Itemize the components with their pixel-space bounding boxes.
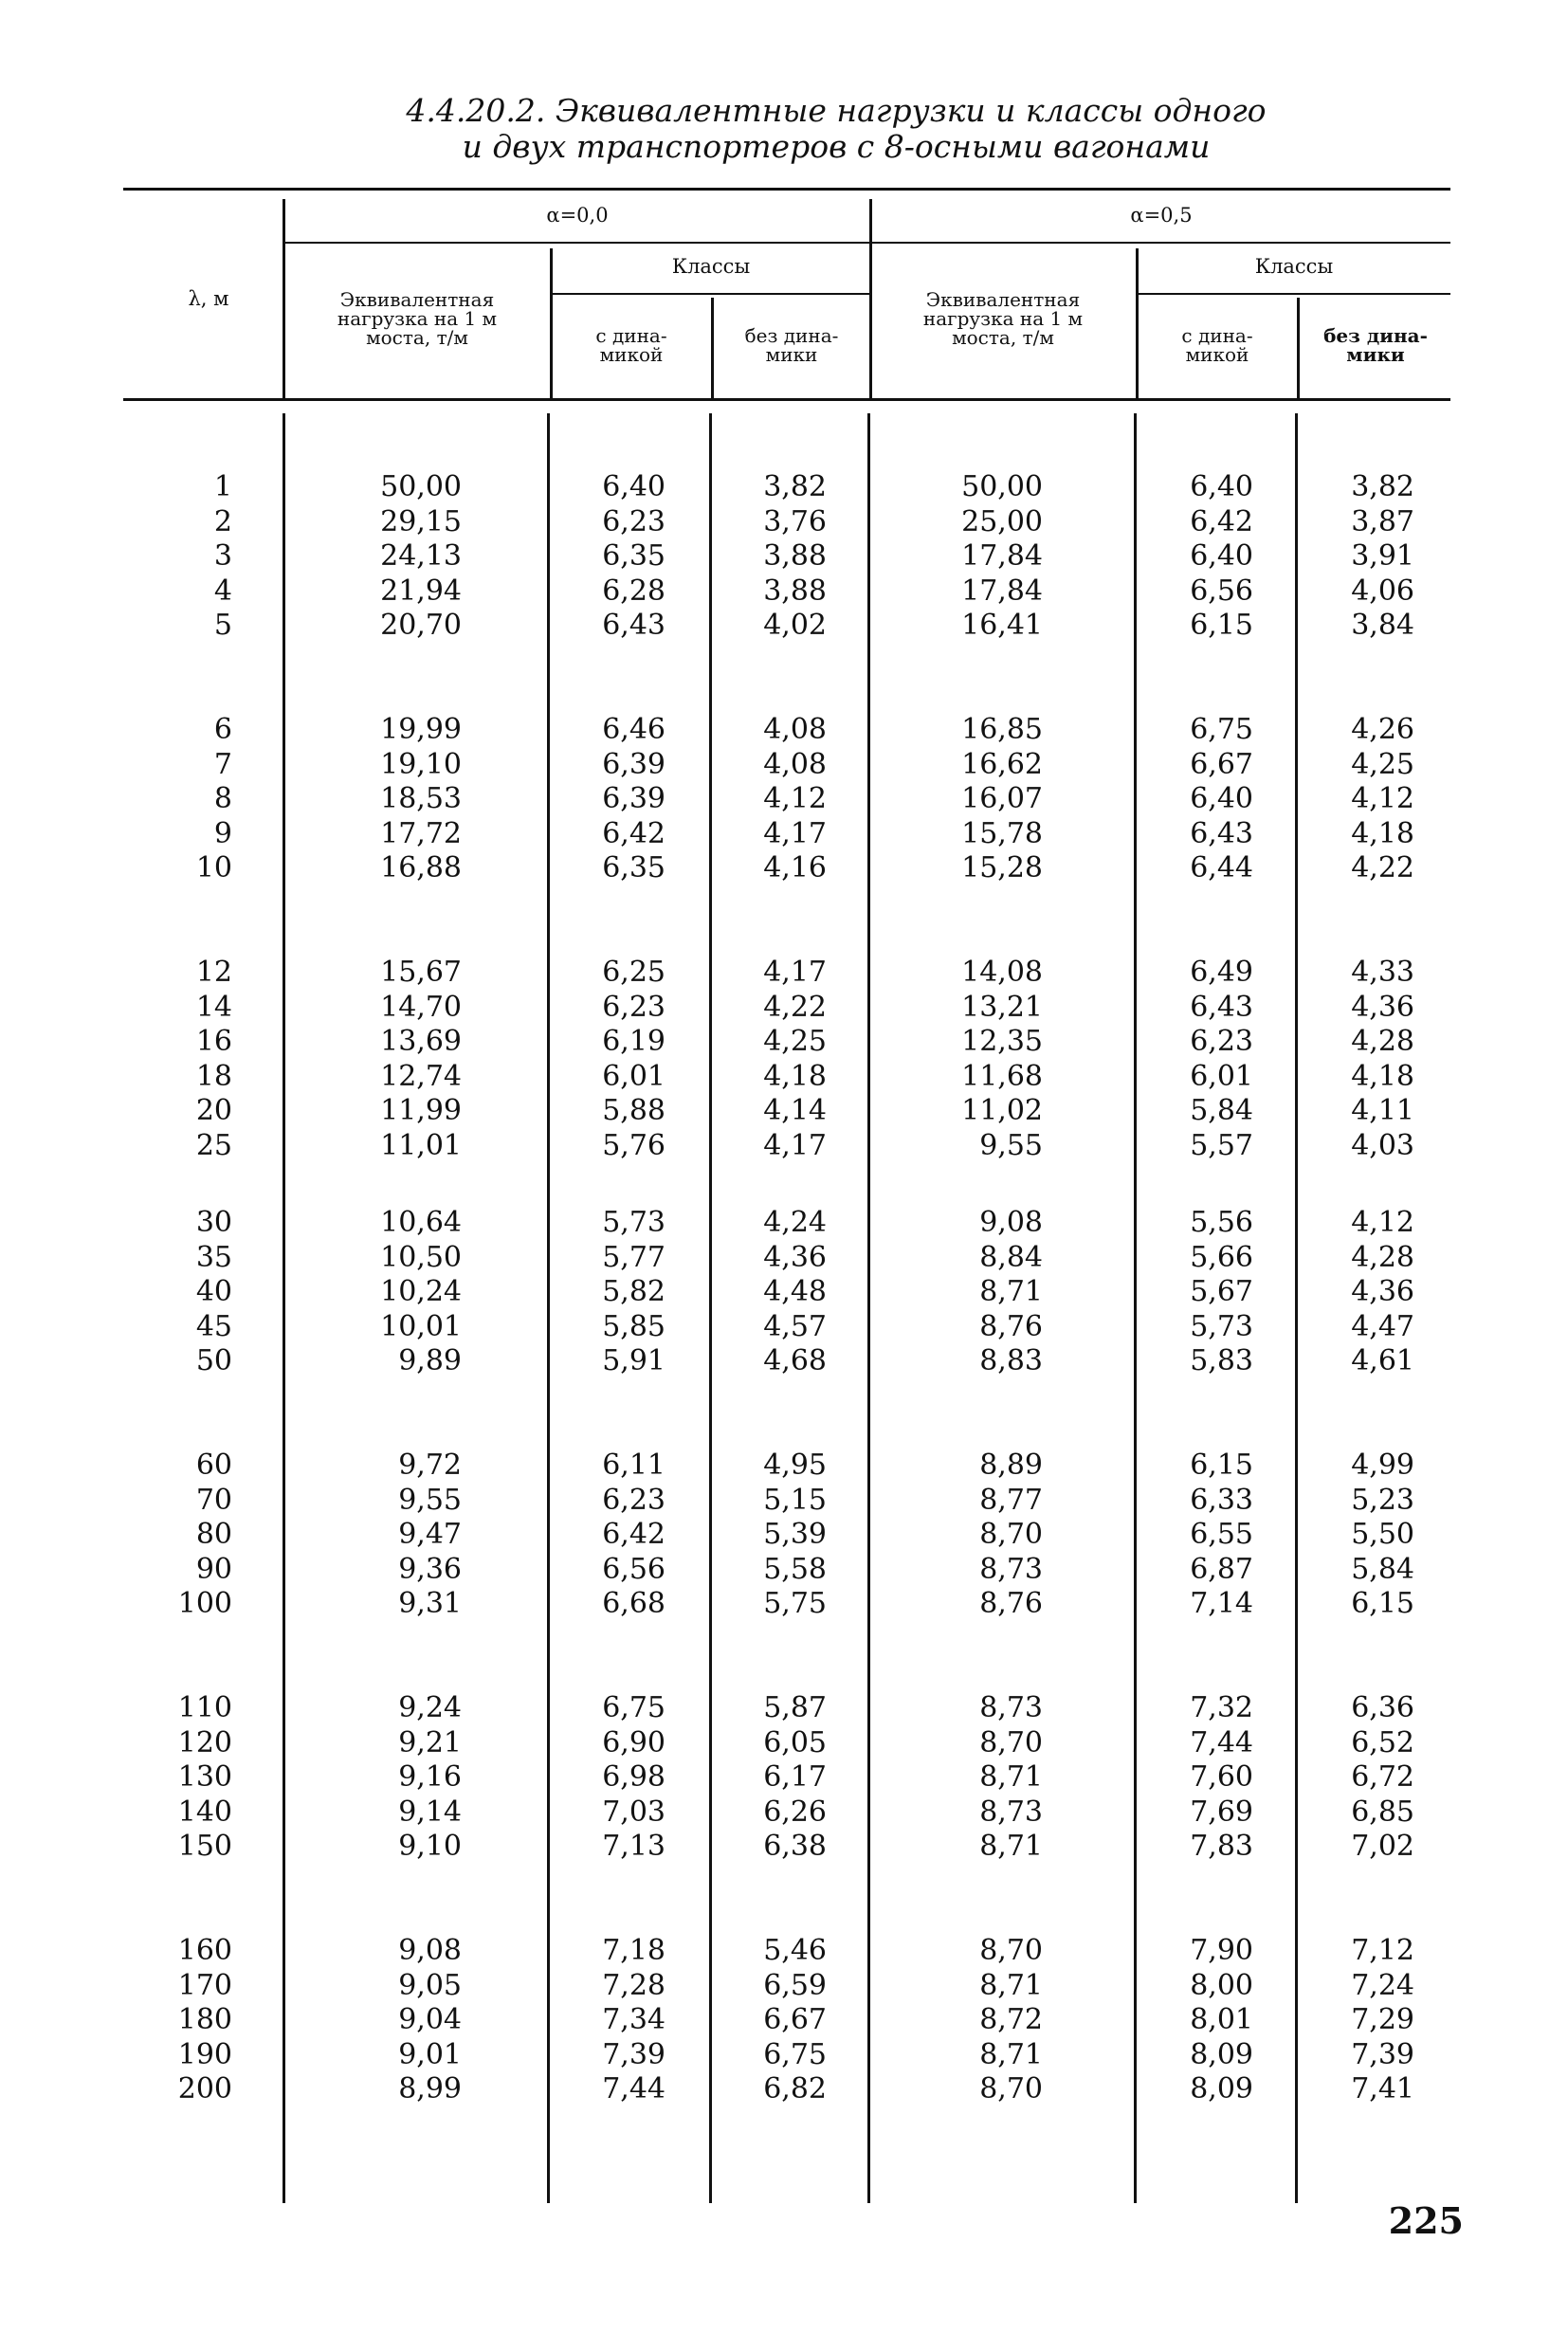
lambda-cell: 2	[213, 504, 232, 538]
dyn-a0-cell: 6,23	[602, 504, 665, 538]
dyn-a05-cell: 6,01	[1190, 1059, 1253, 1093]
alpha-rule-left	[284, 242, 870, 244]
dyn-a0-cell: 7,44	[602, 2072, 665, 2105]
lambda-cell: 190	[177, 2037, 232, 2071]
dyn-a0-cell: 6,23	[602, 990, 665, 1024]
dyn-a05-cell: 7,32	[1190, 1691, 1253, 1724]
nodyn-a0-cell: 3,76	[763, 504, 827, 538]
load-a0-cell: 9,14	[398, 1795, 462, 1829]
load-a05-cell: 8,70	[979, 1934, 1043, 1967]
load-a05-cell: 8,73	[979, 1795, 1043, 1829]
header-bottom-rule	[123, 398, 1450, 401]
nodyn-a05-cell: 3,84	[1351, 609, 1414, 642]
load-a05-cell: 8,76	[979, 1309, 1043, 1343]
dyn-a05-cell: 6,33	[1190, 1483, 1253, 1517]
lambda-cell: 7	[213, 747, 232, 781]
nodyn-a0-cell: 4,14	[763, 1094, 827, 1127]
dyn-a0-cell: 6,28	[602, 574, 665, 608]
dyn-a05-cell: 7,14	[1190, 1587, 1253, 1620]
nodyn-a0-cell: 4,95	[763, 1449, 827, 1482]
nodyn-a0-cell: 4,22	[763, 990, 827, 1024]
nodyn-a05-cell: 4,99	[1351, 1449, 1414, 1482]
nodyn-a0-cell: 3,82	[763, 470, 827, 503]
dyn-a05-cell: 5,67	[1190, 1275, 1253, 1308]
nodyn-a0-cell: 5,58	[763, 1552, 827, 1586]
nodyn-a0-cell: 4,08	[763, 713, 827, 746]
header-load-left: Эквивалентная нагрузка на 1 м моста, т/м	[337, 288, 498, 349]
nodyn-a05-cell: 5,50	[1351, 1518, 1414, 1551]
load-a0-cell: 12,74	[380, 1059, 462, 1093]
lambda-cell: 40	[195, 1275, 232, 1308]
lambda-cell: 150	[177, 1830, 232, 1863]
dyn-a0-cell: 6,01	[602, 1059, 665, 1093]
dyn-a0-cell: 6,23	[602, 1483, 665, 1517]
dyn-a0-cell: 7,18	[602, 1934, 665, 1967]
dyn-a05-cell: 7,90	[1190, 1934, 1253, 1967]
dyn-a0-cell: 5,82	[602, 1275, 665, 1308]
load-a0-cell: 19,99	[380, 713, 462, 746]
load-a0-cell: 9,72	[398, 1449, 462, 1482]
load-a05-cell: 16,62	[961, 747, 1043, 781]
dyn-a05-cell: 6,23	[1190, 1025, 1253, 1058]
dyn-a0-cell: 6,43	[602, 609, 665, 642]
header-classes-right: Классы	[1254, 255, 1334, 278]
dyn-a05-cell: 6,43	[1190, 816, 1253, 850]
load-a05-cell: 11,68	[961, 1059, 1043, 1093]
dyn-a05-cell: 8,09	[1190, 2072, 1253, 2105]
lambda-cell: 1	[213, 470, 232, 503]
header-vline-6	[1297, 298, 1300, 398]
load-a05-cell: 11,02	[961, 1094, 1043, 1127]
lambda-cell: 130	[177, 1760, 232, 1794]
load-a0-cell: 9,31	[398, 1587, 462, 1620]
load-a0-cell: 10,50	[380, 1240, 462, 1274]
load-a0-cell: 10,01	[380, 1309, 462, 1343]
lambda-cell: 3	[213, 539, 232, 573]
lambda-cell: 120	[177, 1725, 232, 1759]
load-a05-cell: 14,08	[961, 956, 1043, 989]
header-lambda: λ, м	[188, 287, 229, 310]
lambda-cell: 5	[213, 609, 232, 642]
nodyn-a05-cell: 7,12	[1351, 1934, 1414, 1967]
nodyn-a05-cell: 4,33	[1351, 956, 1414, 989]
dyn-a05-cell: 8,00	[1190, 1968, 1253, 2002]
top-rule	[123, 188, 1450, 191]
dyn-a05-cell: 6,15	[1190, 609, 1253, 642]
dyn-a0-cell: 6,46	[602, 713, 665, 746]
dyn-a0-cell: 6,39	[602, 747, 665, 781]
load-a05-cell: 8,83	[979, 1344, 1043, 1377]
dyn-a0-cell: 7,34	[602, 2003, 665, 2036]
nodyn-a05-cell: 5,23	[1351, 1483, 1414, 1517]
nodyn-a0-cell: 6,26	[763, 1795, 827, 1829]
lambda-cell: 30	[195, 1206, 232, 1239]
load-a05-cell: 8,73	[979, 1691, 1043, 1724]
dyn-a0-cell: 6,35	[602, 851, 665, 884]
dyn-a05-cell: 7,69	[1190, 1795, 1253, 1829]
dyn-a05-cell: 7,44	[1190, 1725, 1253, 1759]
load-a0-cell: 9,16	[398, 1760, 462, 1794]
lambda-cell: 35	[195, 1240, 232, 1274]
lambda-cell: 45	[195, 1309, 232, 1343]
load-a0-cell: 20,70	[380, 609, 462, 642]
load-a0-cell: 13,69	[380, 1025, 462, 1058]
nodyn-a0-cell: 6,05	[763, 1725, 827, 1759]
lambda-cell: 140	[177, 1795, 232, 1829]
nodyn-a05-cell: 4,06	[1351, 574, 1414, 608]
nodyn-a0-cell: 4,48	[763, 1275, 827, 1308]
nodyn-a05-cell: 4,18	[1351, 1059, 1414, 1093]
load-a05-cell: 8,70	[979, 2072, 1043, 2105]
lambda-cell: 100	[177, 1587, 232, 1620]
load-a0-cell: 21,94	[380, 574, 462, 608]
nodyn-a05-cell: 6,72	[1351, 1760, 1414, 1794]
nodyn-a0-cell: 5,75	[763, 1587, 827, 1620]
load-a05-cell: 8,71	[979, 1760, 1043, 1794]
nodyn-a0-cell: 4,08	[763, 747, 827, 781]
load-a05-cell: 16,85	[961, 713, 1043, 746]
load-a05-cell: 8,70	[979, 1725, 1043, 1759]
alpha-rule-right	[872, 242, 1450, 244]
load-a0-cell: 9,08	[398, 1934, 462, 1967]
lambda-cell: 18	[195, 1059, 232, 1093]
lambda-cell: 70	[195, 1483, 232, 1517]
header-vline-3	[711, 298, 714, 398]
nodyn-a05-cell: 7,02	[1351, 1830, 1414, 1863]
lambda-cell: 20	[195, 1094, 232, 1127]
lambda-cell: 6	[213, 713, 232, 746]
dyn-a0-cell: 6,11	[602, 1449, 665, 1482]
classes-rule-right	[1138, 293, 1450, 295]
load-a0-cell: 19,10	[380, 747, 462, 781]
nodyn-a0-cell: 3,88	[763, 539, 827, 573]
load-a0-cell: 9,36	[398, 1552, 462, 1586]
load-a05-cell: 9,08	[979, 1206, 1043, 1239]
load-a0-cell: 10,24	[380, 1275, 462, 1308]
nodyn-a0-cell: 6,75	[763, 2037, 827, 2071]
nodyn-a0-cell: 4,12	[763, 782, 827, 815]
nodyn-a0-cell: 4,57	[763, 1309, 827, 1343]
header-alpha-0: α=0,0	[546, 204, 609, 227]
nodyn-a0-cell: 4,17	[763, 1128, 827, 1162]
load-a05-cell: 8,89	[979, 1449, 1043, 1482]
lambda-cell: 110	[177, 1691, 232, 1724]
lambda-cell: 50	[195, 1344, 232, 1377]
nodyn-a05-cell: 7,24	[1351, 1968, 1414, 2002]
nodyn-a0-cell: 4,17	[763, 816, 827, 850]
load-a05-cell: 15,28	[961, 851, 1043, 884]
nodyn-a0-cell: 4,16	[763, 851, 827, 884]
header-alpha-05: α=0,5	[1130, 204, 1193, 227]
nodyn-a05-cell: 7,41	[1351, 2072, 1414, 2105]
dyn-a0-cell: 6,90	[602, 1725, 665, 1759]
lambda-cell: 16	[195, 1025, 232, 1058]
lambda-cell: 160	[177, 1934, 232, 1967]
dyn-a05-cell: 6,49	[1190, 956, 1253, 989]
dyn-a0-cell: 6,68	[602, 1587, 665, 1620]
nodyn-a0-cell: 6,59	[763, 1968, 827, 2002]
dyn-a0-cell: 7,39	[602, 2037, 665, 2071]
load-a0-cell: 9,10	[398, 1830, 462, 1863]
nodyn-a05-cell: 4,28	[1351, 1025, 1414, 1058]
nodyn-a05-cell: 4,36	[1351, 990, 1414, 1024]
nodyn-a05-cell: 4,12	[1351, 1206, 1414, 1239]
dyn-a0-cell: 5,76	[602, 1128, 665, 1162]
load-a0-cell: 9,21	[398, 1725, 462, 1759]
load-a0-cell: 24,13	[380, 539, 462, 573]
dyn-a0-cell: 6,35	[602, 539, 665, 573]
dyn-a05-cell: 6,15	[1190, 1449, 1253, 1482]
load-a05-cell: 13,21	[961, 990, 1043, 1024]
dyn-a05-cell: 6,56	[1190, 574, 1253, 608]
dyn-a05-cell: 6,40	[1190, 539, 1253, 573]
nodyn-a05-cell: 4,47	[1351, 1309, 1414, 1343]
load-a0-cell: 9,47	[398, 1518, 462, 1551]
load-a0-cell: 14,70	[380, 990, 462, 1024]
nodyn-a05-cell: 4,22	[1351, 851, 1414, 884]
load-a0-cell: 50,00	[380, 470, 462, 503]
lambda-cell: 170	[177, 1968, 232, 2002]
dyn-a0-cell: 6,56	[602, 1552, 665, 1586]
load-a0-cell: 9,24	[398, 1691, 462, 1724]
dyn-a05-cell: 8,09	[1190, 2037, 1253, 2071]
nodyn-a05-cell: 4,61	[1351, 1344, 1414, 1377]
lambda-cell: 12	[195, 956, 232, 989]
load-a0-cell: 18,53	[380, 782, 462, 815]
dyn-a05-cell: 6,55	[1190, 1518, 1253, 1551]
lambda-cell: 10	[195, 851, 232, 884]
lambda-cell: 180	[177, 2003, 232, 2036]
dyn-a05-cell: 6,67	[1190, 747, 1253, 781]
dyn-a0-cell: 6,42	[602, 816, 665, 850]
load-a05-cell: 8,72	[979, 2003, 1043, 2036]
nodyn-a0-cell: 6,82	[763, 2072, 827, 2105]
load-a0-cell: 9,55	[398, 1483, 462, 1517]
dyn-a05-cell: 5,56	[1190, 1206, 1253, 1239]
dyn-a05-cell: 6,42	[1190, 504, 1253, 538]
lambda-cell: 8	[213, 782, 232, 815]
load-a05-cell: 17,84	[961, 539, 1043, 573]
load-a0-cell: 17,72	[380, 816, 462, 850]
nodyn-a05-cell: 3,91	[1351, 539, 1414, 573]
dyn-a0-cell: 5,77	[602, 1240, 665, 1274]
load-a05-cell: 9,55	[979, 1128, 1043, 1162]
dyn-a05-cell: 6,75	[1190, 713, 1253, 746]
dyn-a0-cell: 5,88	[602, 1094, 665, 1127]
table-title	[0, 93, 1568, 165]
dyn-a05-cell: 8,01	[1190, 2003, 1253, 2036]
load-a0-cell: 16,88	[380, 851, 462, 884]
load-a05-cell: 15,78	[961, 816, 1043, 850]
nodyn-a05-cell: 3,87	[1351, 504, 1414, 538]
load-a05-cell: 16,07	[961, 782, 1043, 815]
load-a05-cell: 8,84	[979, 1240, 1043, 1274]
lambda-cell: 60	[195, 1449, 232, 1482]
nodyn-a05-cell: 4,18	[1351, 816, 1414, 850]
dyn-a0-cell: 6,98	[602, 1760, 665, 1794]
nodyn-a05-cell: 6,52	[1351, 1725, 1414, 1759]
load-a0-cell: 9,01	[398, 2037, 462, 2071]
load-a05-cell: 16,41	[961, 609, 1043, 642]
load-a05-cell: 8,77	[979, 1483, 1043, 1517]
nodyn-a05-cell: 4,28	[1351, 1240, 1414, 1274]
lambda-cell: 90	[195, 1552, 232, 1586]
load-a05-cell: 8,76	[979, 1587, 1043, 1620]
nodyn-a0-cell: 4,18	[763, 1059, 827, 1093]
nodyn-a05-cell: 6,85	[1351, 1795, 1414, 1829]
nodyn-a05-cell: 7,29	[1351, 2003, 1414, 2036]
dyn-a0-cell: 5,85	[602, 1309, 665, 1343]
nodyn-a0-cell: 3,88	[763, 574, 827, 608]
nodyn-a0-cell: 5,46	[763, 1934, 827, 1967]
load-a05-cell: 8,70	[979, 1518, 1043, 1551]
nodyn-a0-cell: 4,36	[763, 1240, 827, 1274]
lambda-cell: 14	[195, 990, 232, 1024]
header-classes-left: Классы	[671, 255, 751, 278]
load-a0-cell: 9,05	[398, 1968, 462, 2002]
nodyn-a05-cell: 4,26	[1351, 713, 1414, 746]
dyn-a0-cell: 7,13	[602, 1830, 665, 1863]
dyn-a05-cell: 5,84	[1190, 1094, 1253, 1127]
load-a05-cell: 8,73	[979, 1552, 1043, 1586]
nodyn-a0-cell: 4,24	[763, 1206, 827, 1239]
header-without-dyn-left: без дина- мики	[744, 324, 839, 366]
nodyn-a0-cell: 4,68	[763, 1344, 827, 1377]
dyn-a0-cell: 6,19	[602, 1025, 665, 1058]
load-a0-cell: 15,67	[380, 956, 462, 989]
nodyn-a0-cell: 6,17	[763, 1760, 827, 1794]
load-a05-cell: 8,71	[979, 1968, 1043, 2002]
dyn-a05-cell: 5,57	[1190, 1128, 1253, 1162]
nodyn-a0-cell: 4,25	[763, 1025, 827, 1058]
nodyn-a05-cell: 3,82	[1351, 470, 1414, 503]
nodyn-a0-cell: 5,15	[763, 1483, 827, 1517]
load-a0-cell: 9,04	[398, 2003, 462, 2036]
dyn-a05-cell: 5,73	[1190, 1309, 1253, 1343]
dyn-a0-cell: 6,42	[602, 1518, 665, 1551]
load-a05-cell: 8,71	[979, 1275, 1043, 1308]
nodyn-a05-cell: 4,03	[1351, 1128, 1414, 1162]
nodyn-a05-cell: 6,36	[1351, 1691, 1414, 1724]
load-a05-cell: 17,84	[961, 574, 1043, 608]
nodyn-a0-cell: 6,67	[763, 2003, 827, 2036]
lambda-cell: 80	[195, 1518, 232, 1551]
dyn-a05-cell: 6,87	[1190, 1552, 1253, 1586]
title-line-1: 4.4.20.2. Эквивалентные нагрузки и классы одного	[406, 92, 1267, 129]
dyn-a0-cell: 5,91	[602, 1344, 665, 1377]
load-a0-cell: 8,99	[398, 2072, 462, 2105]
nodyn-a05-cell: 7,39	[1351, 2037, 1414, 2071]
load-a05-cell: 50,00	[961, 470, 1043, 503]
dyn-a05-cell: 7,83	[1190, 1830, 1253, 1863]
nodyn-a05-cell: 4,25	[1351, 747, 1414, 781]
lambda-cell: 25	[195, 1128, 232, 1162]
nodyn-a0-cell: 4,17	[763, 956, 827, 989]
nodyn-a0-cell: 4,02	[763, 609, 827, 642]
dyn-a0-cell: 7,03	[602, 1795, 665, 1829]
nodyn-a05-cell: 4,36	[1351, 1275, 1414, 1308]
header-without-dyn-right: без дина- мики	[1323, 324, 1428, 366]
dyn-a05-cell: 6,40	[1190, 782, 1253, 815]
dyn-a0-cell: 7,28	[602, 1968, 665, 2002]
classes-rule-left	[552, 293, 870, 295]
dyn-a05-cell: 5,66	[1190, 1240, 1253, 1274]
header-with-dyn-right: с дина- микой	[1181, 324, 1253, 366]
header-load-right: Эквивалентная нагрузка на 1 м моста, т/м	[922, 288, 1084, 349]
dyn-a0-cell: 5,73	[602, 1206, 665, 1239]
load-a0-cell: 9,89	[398, 1344, 462, 1377]
dyn-a0-cell: 6,25	[602, 956, 665, 989]
dyn-a0-cell: 6,75	[602, 1691, 665, 1724]
dyn-a05-cell: 6,40	[1190, 470, 1253, 503]
nodyn-a0-cell: 5,39	[763, 1518, 827, 1551]
load-a05-cell: 8,71	[979, 2037, 1043, 2071]
load-a0-cell: 11,99	[380, 1094, 462, 1127]
dyn-a05-cell: 7,60	[1190, 1760, 1253, 1794]
header-with-dyn-left: с дина- микой	[595, 324, 667, 366]
dyn-a05-cell: 5,83	[1190, 1344, 1253, 1377]
dyn-a05-cell: 6,44	[1190, 851, 1253, 884]
title-line-2: и двух транспортеров с 8-осными вагонами	[462, 128, 1211, 165]
nodyn-a05-cell: 5,84	[1351, 1552, 1414, 1586]
nodyn-a0-cell: 5,87	[763, 1691, 827, 1724]
lambda-cell: 200	[177, 2072, 232, 2105]
load-a05-cell: 25,00	[961, 504, 1043, 538]
dyn-a05-cell: 6,43	[1190, 990, 1253, 1024]
page-number: 225	[1388, 2199, 1464, 2242]
nodyn-a05-cell: 4,11	[1351, 1094, 1414, 1127]
load-a0-cell: 11,01	[380, 1128, 462, 1162]
header-vline-1	[283, 199, 285, 398]
lambda-cell: 4	[213, 574, 232, 608]
nodyn-a05-cell: 4,12	[1351, 782, 1414, 815]
nodyn-a05-cell: 6,15	[1351, 1587, 1414, 1620]
dyn-a0-cell: 6,39	[602, 782, 665, 815]
load-a0-cell: 10,64	[380, 1206, 462, 1239]
lambda-cell: 9	[213, 816, 232, 850]
load-a05-cell: 12,35	[961, 1025, 1043, 1058]
load-a05-cell: 8,71	[979, 1830, 1043, 1863]
load-a0-cell: 29,15	[380, 504, 462, 538]
nodyn-a0-cell: 6,38	[763, 1830, 827, 1863]
dyn-a0-cell: 6,40	[602, 470, 665, 503]
